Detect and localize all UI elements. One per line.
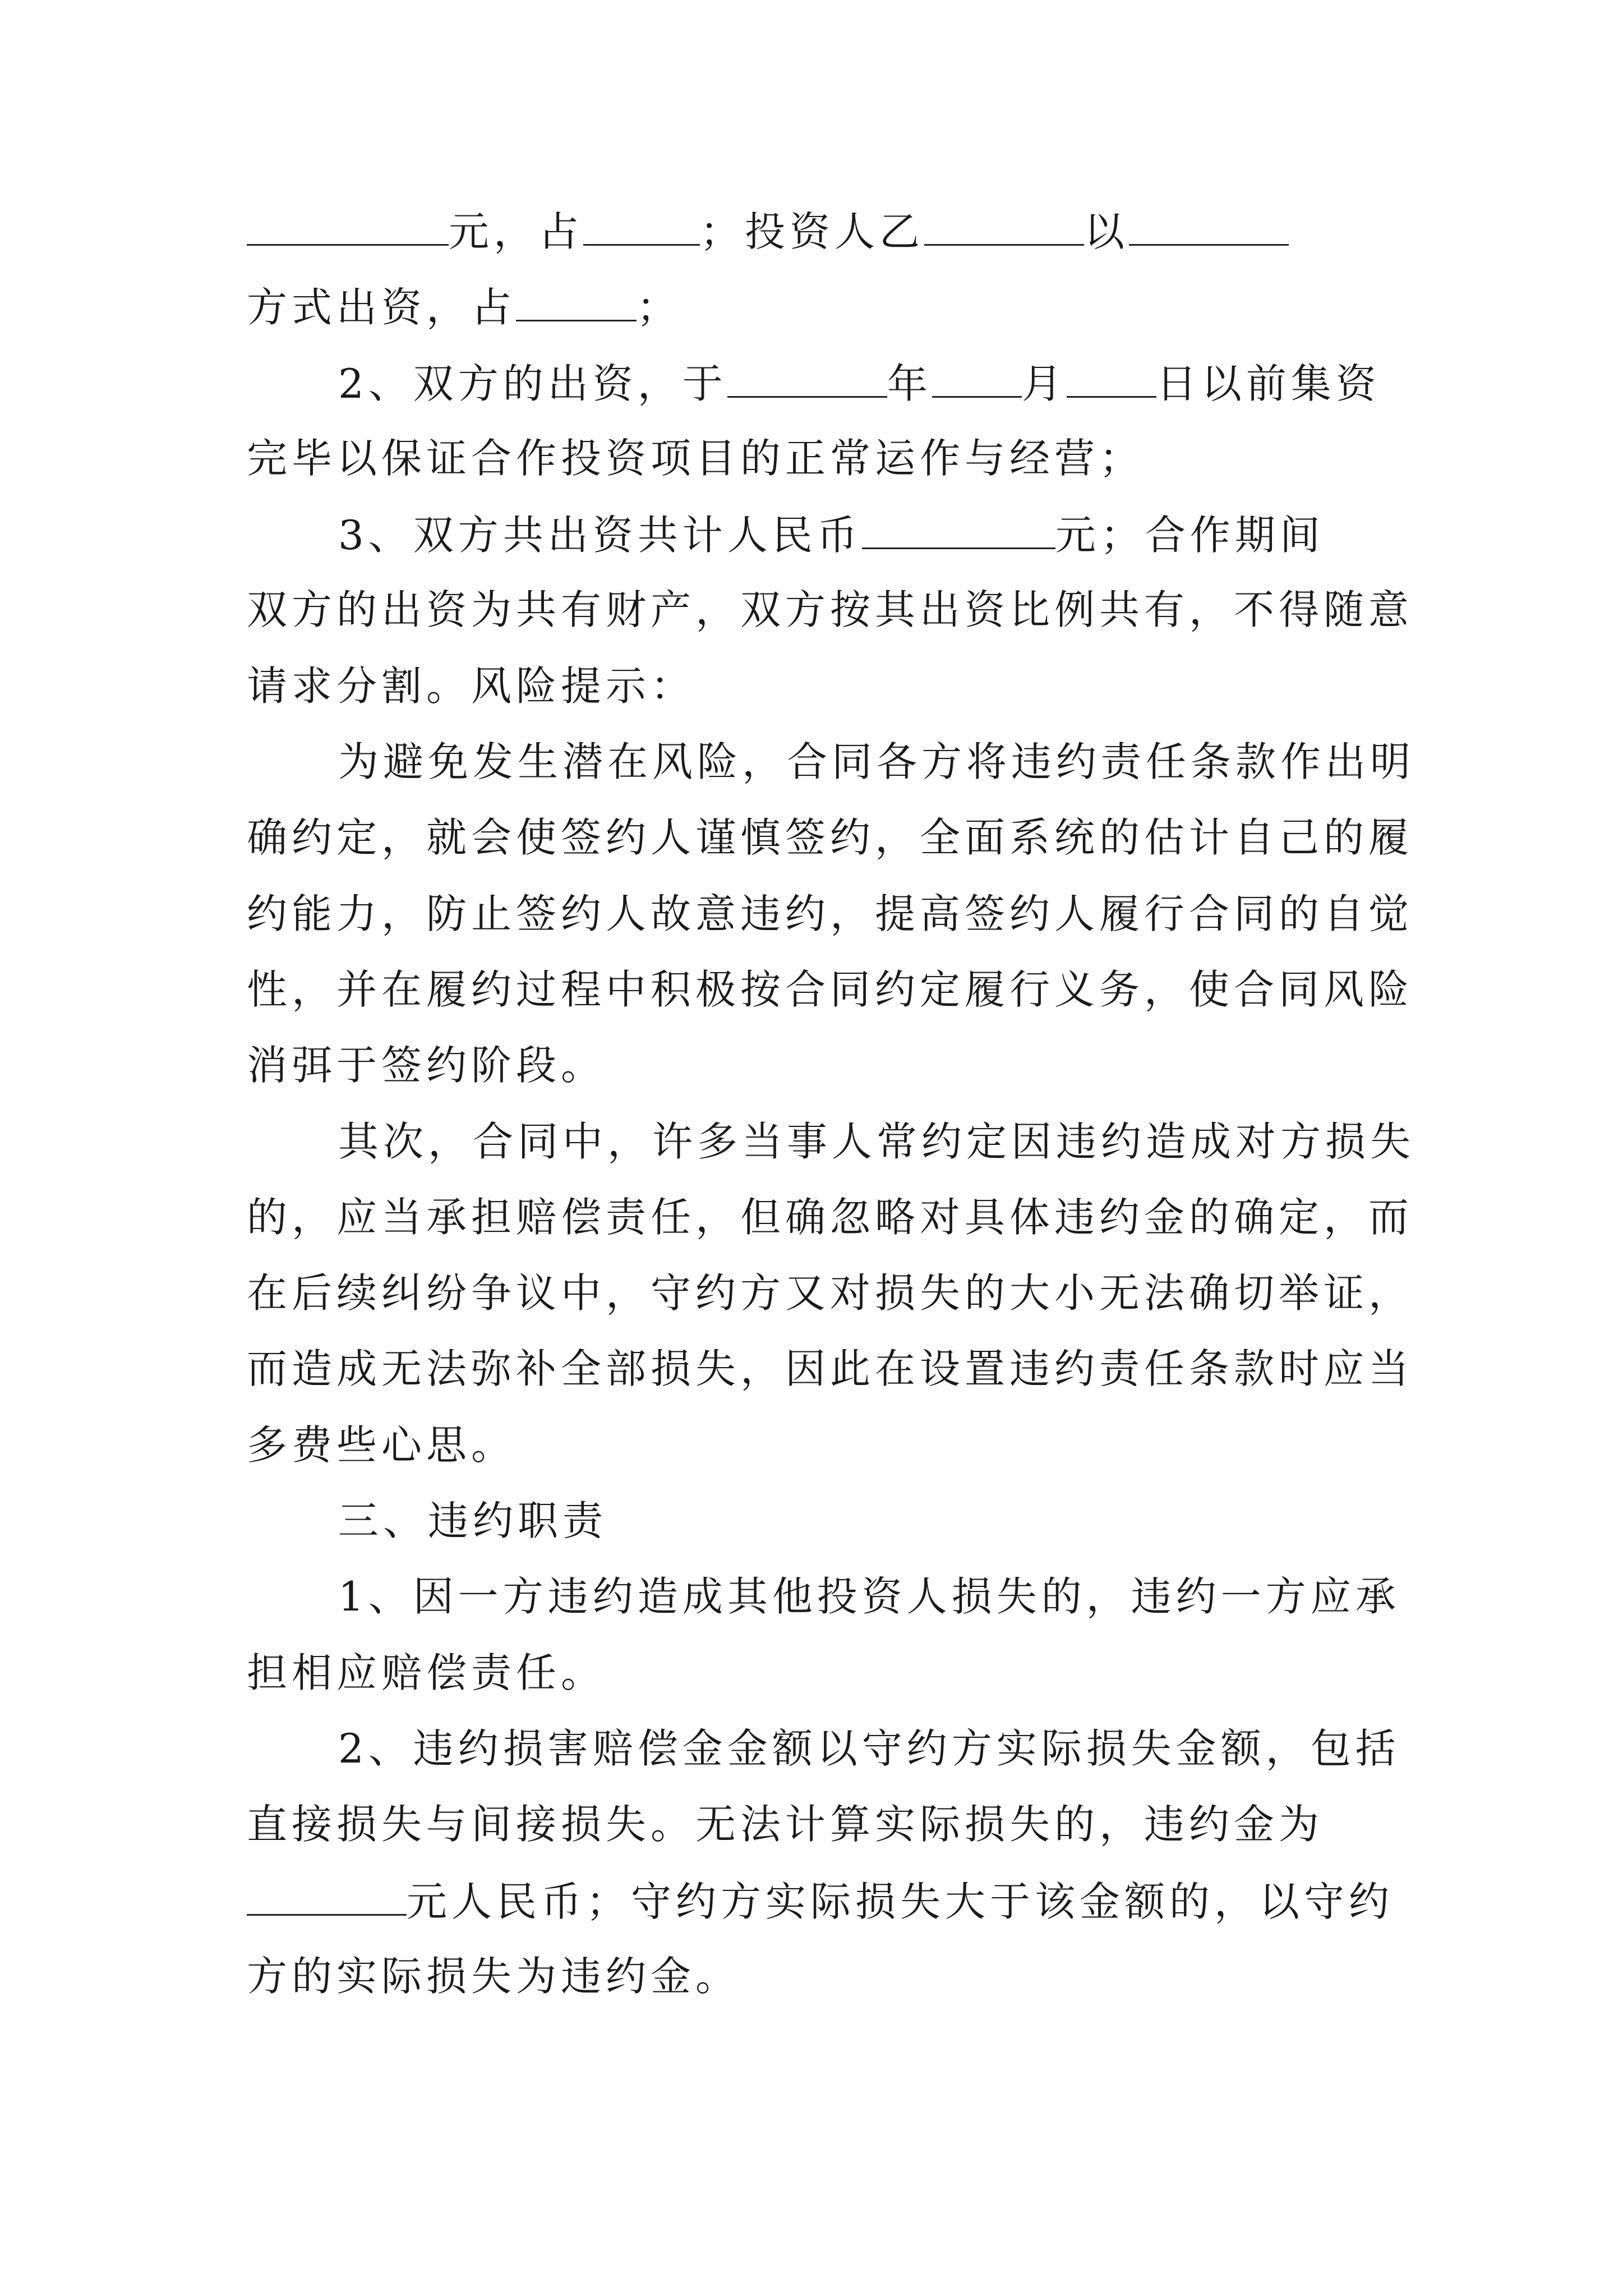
blank-field	[516, 286, 637, 321]
text-line: 方的实际损失为违约金。	[247, 1952, 741, 2000]
text-line: 性，并在履约过程中积极按合同约定履行义务，使合同风险	[247, 965, 1414, 1013]
text-segment: 年	[887, 360, 932, 407]
text-line	[247, 360, 1385, 407]
text-line: 1、因一方违约造成其他投资人损失的，违约一方应承	[338, 1573, 1400, 1621]
text-line: 直接损失与间接损失。无法计算实际损失的，违约金为	[247, 1801, 1324, 1848]
blank-field	[862, 514, 1055, 549]
blank-field	[583, 210, 700, 246]
blank-field	[932, 362, 1022, 398]
text-segment: 月	[1021, 360, 1067, 407]
blank-field	[1129, 210, 1289, 246]
text-line: 消弭于签约阶段。	[247, 1042, 606, 1089]
text-line	[247, 512, 1385, 559]
text-segment: 元；合作期间	[1055, 512, 1325, 559]
text-line	[247, 1878, 1394, 1925]
text-line: 其次，合同中，许多当事人常约定因违约造成对方损失	[338, 1117, 1415, 1165]
text-line: 请求分割。风险提示：	[247, 662, 696, 710]
text-segment: ；投资人乙	[700, 208, 925, 255]
text-line: 为避免发生潜在风险，合同各方将违约责任条款作出明	[338, 738, 1415, 786]
text-segment: 日以前集资	[1156, 360, 1381, 407]
text-line: 确约定，就会使签约人谨慎签约，全面系统的估计自己的履	[247, 814, 1414, 862]
blank-field	[247, 1880, 407, 1916]
text-line	[247, 208, 1385, 255]
text-segment: 以	[1084, 208, 1129, 255]
blank-field	[727, 362, 887, 398]
text-line: 双方的出资为共有财产，双方按其出资比例共有，不得随意	[247, 586, 1414, 634]
text-segment: 元人民币；守约方实际损失大于该金额的，以守约	[407, 1878, 1394, 1925]
text-line: 完毕以保证合作投资项目的正常运作与经营；	[247, 434, 1145, 482]
text-line: 而造成无法弥补全部损失，因此在设置违约责任条款时应当	[247, 1345, 1414, 1393]
text-line: 2、违约损害赔偿金金额以守约方实际损失金额，包括	[338, 1724, 1400, 1772]
blank-field	[247, 210, 449, 246]
document-page	[247, 208, 1415, 2032]
text-line: 多费些心思。	[247, 1421, 517, 1469]
text-segment: 2、双方的出资，于	[338, 360, 727, 407]
text-line	[247, 284, 1385, 332]
text-segment: 元，占	[449, 208, 584, 255]
blank-field	[1067, 362, 1156, 398]
text-line: 约能力，防止签约人故意违约，提高签约人履行合同的自觉	[247, 890, 1414, 937]
text-line: 在后续纠纷争议中，守约方又对损失的大小无法确切举证，	[247, 1269, 1414, 1317]
section-heading: 三、违约职责	[338, 1497, 608, 1545]
text-segment: 方式出资，占	[247, 284, 517, 332]
blank-field	[924, 210, 1084, 246]
text-segment: 3、双方共出资共计人民币	[338, 512, 862, 559]
text-line: 担相应赔偿责任。	[247, 1649, 606, 1696]
text-line: 的，应当承担赔偿责任，但确忽略对具体违约金的确定，而	[247, 1193, 1414, 1241]
text-segment: ；	[637, 284, 682, 332]
